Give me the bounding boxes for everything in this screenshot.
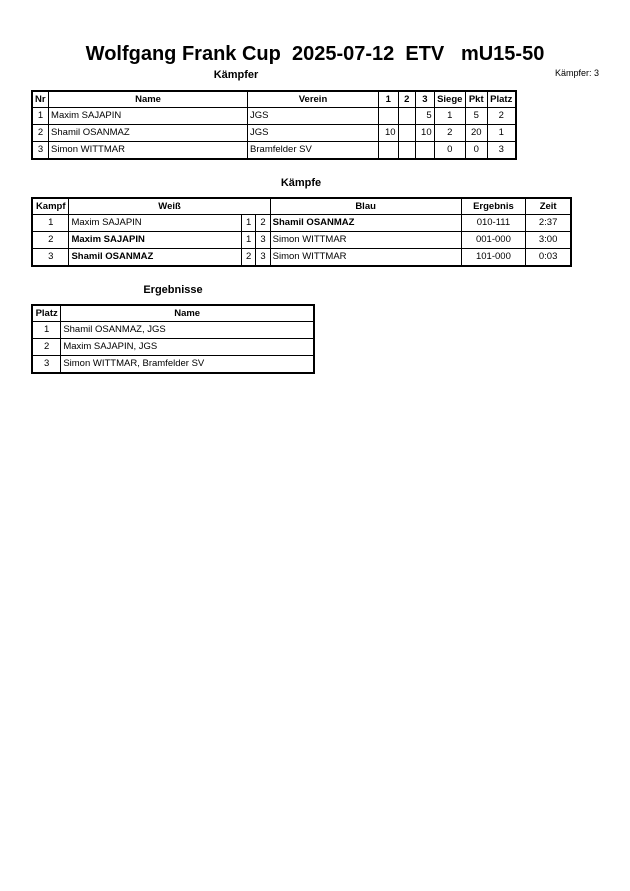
fights-header-row [32,198,571,215]
result-name: Shamil OSANMAZ, JGS [61,322,314,339]
fighters-table [31,90,517,160]
fight-blue-nr: 3 [256,232,270,249]
table-row [32,232,571,249]
fighter-points: 0 [465,142,487,160]
col-score-3: 3 [416,91,435,108]
fight-result: 010-111 [461,215,526,232]
fight-white-nr: 1 [241,232,255,249]
fight-blue-nr: 3 [256,249,270,267]
fight-blue: Simon WITTMAR [270,232,461,249]
results-table [31,304,315,374]
fighter-score-3: 10 [416,125,435,142]
fighter-score-1 [378,108,398,125]
fighters-heading: Kämpfer [213,69,259,81]
fighter-points: 5 [465,108,487,125]
fighter-score-3 [416,142,435,160]
table-row [32,125,516,142]
fighter-score-1: 10 [378,125,398,142]
result-name: Maxim SAJAPIN, JGS [61,339,314,356]
table-row [32,249,571,267]
table-row [32,356,314,374]
col-result: Ergebnis [461,198,526,215]
fighter-name: Maxim SAJAPIN [49,108,248,125]
results-header-row [32,305,314,322]
fighter-wins: 2 [434,125,465,142]
fighter-place: 1 [487,125,516,142]
fighter-points: 20 [465,125,487,142]
col-blue: Blau [270,198,461,215]
result-place: 1 [32,322,61,339]
col-name: Name [49,91,248,108]
col-white: Weiß [69,198,270,215]
col-club: Verein [248,91,379,108]
results-heading: Ergebnisse [143,284,203,296]
page-title: Wolfgang Frank Cup 2025-07-12 ETV mU15-50 [85,43,545,65]
table-row [32,142,516,160]
fighter-score-2 [398,142,416,160]
fighter-club: JGS [248,125,379,142]
fighter-nr: 1 [32,108,49,125]
fight-number: 1 [32,215,69,232]
fighter-name: Shamil OSANMAZ [49,125,248,142]
table-row [32,108,516,125]
fight-time: 2:37 [526,215,571,232]
col-fight: Kampf [32,198,69,215]
fighter-place: 3 [487,142,516,160]
fighter-nr: 2 [32,125,49,142]
fight-number: 2 [32,232,69,249]
col-wins: Siege [434,91,465,108]
fighter-wins: 0 [434,142,465,160]
fighter-wins: 1 [434,108,465,125]
fight-white-nr: 1 [241,215,255,232]
fighter-score-1 [378,142,398,160]
fights-heading: Kämpfe [280,177,322,189]
col-score-2: 2 [398,91,416,108]
fight-blue-nr: 2 [256,215,270,232]
fighter-count: Kämpfer: 3 [554,68,599,78]
fight-result: 001-000 [461,232,526,249]
table-row [32,322,314,339]
fight-white-nr: 2 [241,249,255,267]
result-place: 2 [32,339,61,356]
fight-white-winner: Maxim SAJAPIN [69,232,241,249]
fight-result: 101-000 [461,249,526,267]
fights-table [31,197,572,267]
result-place: 3 [32,356,61,374]
col-time: Zeit [526,198,571,215]
col-points: Pkt [465,91,487,108]
fighter-score-3: 5 [416,108,435,125]
fight-blue: Simon WITTMAR [270,249,461,267]
fight-white-winner: Shamil OSANMAZ [69,249,241,267]
fight-blue-winner: Shamil OSANMAZ [270,215,461,232]
col-score-1: 1 [378,91,398,108]
fighter-nr: 3 [32,142,49,160]
col-nr: Nr [32,91,49,108]
fighter-club: Bramfelder SV [248,142,379,160]
fighter-name: Simon WITTMAR [49,142,248,160]
fighters-header-row [32,91,516,108]
fighter-club: JGS [248,108,379,125]
fight-white: Maxim SAJAPIN [69,215,241,232]
fighter-score-2 [398,108,416,125]
table-row [32,339,314,356]
fight-time: 0:03 [526,249,571,267]
result-name: Simon WITTMAR, Bramfelder SV [61,356,314,374]
fighter-score-2 [398,125,416,142]
col-place: Platz [32,305,61,322]
fight-time: 3:00 [526,232,571,249]
table-row [32,215,571,232]
fight-number: 3 [32,249,69,267]
col-name: Name [61,305,314,322]
fighter-place: 2 [487,108,516,125]
col-place: Platz [487,91,516,108]
